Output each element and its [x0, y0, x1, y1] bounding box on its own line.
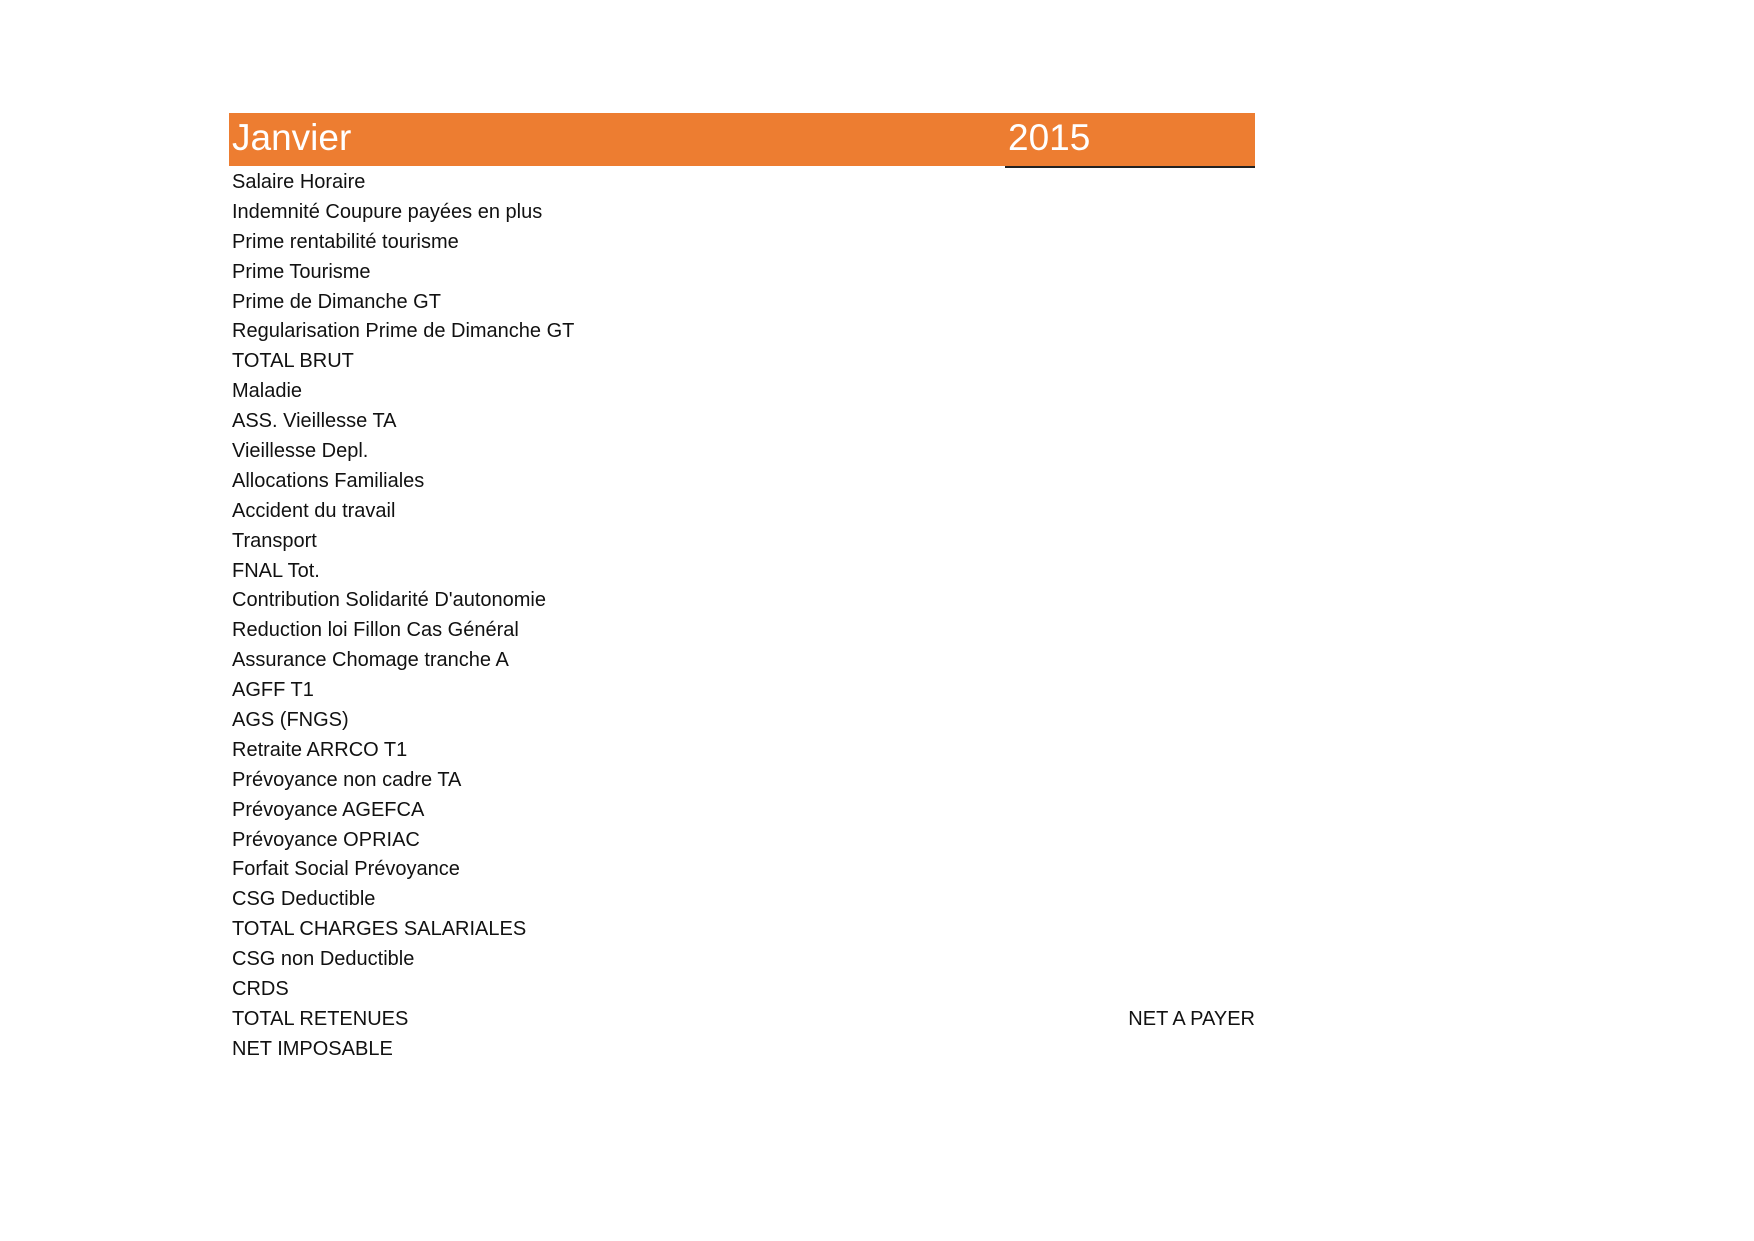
- header-bar: [229, 113, 1255, 166]
- row-forfait-social-prevoyance: Forfait Social Prévoyance: [232, 858, 460, 881]
- row-allocations-familiales: Allocations Familiales: [232, 469, 425, 492]
- row-contribution-solidarite: Contribution Solidarité D'autonomie: [232, 589, 546, 612]
- row-prime-tourisme: Prime Tourisme: [232, 260, 371, 283]
- row-ass-vieillesse-ta: ASS. Vieillesse TA: [232, 410, 397, 433]
- row-crds: CRDS: [232, 978, 289, 1001]
- row-net-imposable: NET IMPOSABLE: [232, 1037, 393, 1060]
- row-assurance-chomage: Assurance Chomage tranche A: [232, 649, 509, 672]
- net-a-payer-label: NET A PAYER: [1128, 1007, 1255, 1030]
- row-accident-du-travail: Accident du travail: [232, 499, 396, 522]
- row-regularisation-prime-dimanche: Regularisation Prime de Dimanche GT: [232, 320, 575, 343]
- row-fnal-tot: FNAL Tot.: [232, 559, 320, 582]
- row-vieillesse-depl: Vieillesse Depl.: [232, 440, 369, 463]
- row-prime-dimanche-gt: Prime de Dimanche GT: [232, 290, 441, 313]
- row-csg-non-deductible: CSG non Deductible: [232, 948, 415, 971]
- row-prevoyance-non-cadre: Prévoyance non cadre TA: [232, 768, 462, 791]
- row-total-retenues: [229, 1005, 1255, 1035]
- payroll-rows: [229, 168, 1255, 1065]
- month-title: Janvier: [232, 117, 352, 158]
- total-retenues-label: TOTAL RETENUES: [232, 1007, 409, 1030]
- row-reduction-loi-fillon: Reduction loi Fillon Cas Général: [232, 619, 519, 642]
- row-indemnite-coupure: Indemnité Coupure payées en plus: [232, 200, 543, 223]
- year-title: 2015: [1008, 117, 1091, 158]
- row-csg-deductible: CSG Deductible: [232, 888, 376, 911]
- row-total-brut: TOTAL BRUT: [232, 350, 354, 373]
- row-prime-rentabilite-tourisme: Prime rentabilité tourisme: [232, 230, 459, 253]
- row-maladie: Maladie: [232, 380, 303, 403]
- row-prevoyance-opriac: Prévoyance OPRIAC: [232, 828, 420, 851]
- payroll-sheet: [229, 113, 1255, 1065]
- row-salaire-horaire: Salaire Horaire: [232, 171, 366, 193]
- row-total-charges-salariales: TOTAL CHARGES SALARIALES: [232, 918, 527, 941]
- row-prevoyance-agefca: Prévoyance AGEFCA: [232, 798, 425, 821]
- row-transport: Transport: [232, 529, 317, 552]
- row-agff-t1: AGFF T1: [232, 679, 314, 702]
- row-retraite-arrco-t1: Retraite ARRCO T1: [232, 738, 408, 761]
- row-ags-fngs: AGS (FNGS): [232, 709, 349, 732]
